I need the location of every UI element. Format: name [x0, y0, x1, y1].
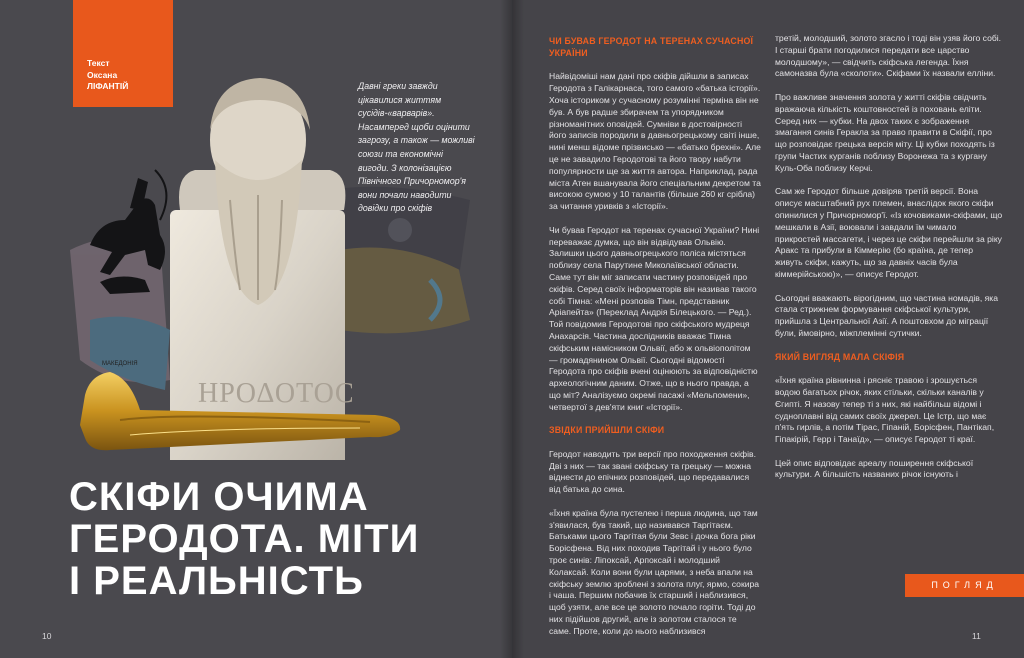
page-number-right: 11	[972, 631, 981, 641]
paragraph: «Їхня країна була пустелею і перша людина, що там з'явилася, був такий, що називався Таргітаєм. Батьками цього Таргітая були Зевс і дочка бога ріки Борісфена. Від них походив Таргітай і у нього було троє синів: Ліпоксай, Арпоксай і молодший Колаксай. Коли вони були царями, з неба впали на скіфську землю зроблені з золота плуг, ярмо, сокира і чаша. Першим побачив їх старший і наблизився, щоб узяти, але все це золото почало горіти. Тоді до них підійшов другий, але із золотом сталося те саме. Проте, коли до нього наблизився	[549, 507, 760, 636]
page-spine	[500, 0, 524, 658]
paragraph: Сьогодні вважають вірогідним, що частина номадів, яка стала стрижнем формування скіфської культури, прийшла з Центральної Азії. А поштовхом до міграції були, ймовірно, міжплемінні сутички.	[775, 292, 998, 338]
section-tag: ПОГЛЯД	[905, 574, 1024, 597]
paragraph: Про важливе значення золота у житті скіфів свідчить вражаюча кількість коштовностей із поховань еліти. Серед них — кубки. На двох таких є зображення змагання синів Геракла за право правити в Скіфії, про що розповідає грецька версія міту. Ці кубки походять із групи Частих курганів поблизу Воронежа та з кургану Куль-Оба поблизу Керчі.	[775, 91, 995, 173]
section-heading: ЗВІДКИ ПРИЙШЛИ СКІФИ	[549, 425, 665, 436]
paragraph: «Їхня країна рівнинна і рясніє травою і зрошується водою багатьох річок, яких стільки, скільки каналів у Єгипті. Я назову тепер ті з них, які найбільш відомі і судноплавні від самих своїх джерел. Це Істр, що має п'ять гирлів, а потім Тірас, Гіпаній, Борісфен, Пантікап, Гіпакірій, Герр і Танаїд», — описує Геродот ті краї.	[775, 375, 995, 445]
author-label: Текст	[87, 58, 110, 68]
page-number-left: 10	[42, 631, 52, 641]
section-heading: ЧИ БУВАВ ГЕРОДОТ НА ТЕРЕНАХ СУЧАСНОЇ УКРАЇНИ	[549, 36, 754, 58]
text-column-2	[775, 33, 1003, 493]
author-last-name: ЛІФАНТІЙ	[87, 81, 129, 91]
author-first-name: Оксана	[87, 69, 118, 80]
title-line: І РЕАЛЬНІСТЬ	[69, 559, 364, 603]
title-line: ГЕРОДОТА. МІТИ	[69, 517, 420, 561]
paragraph: Геродот наводить три версії про походження скіфів. Дві з них — так звані скіфську та грецьку — можна віднести до епічних розповідей, що передавалися від батька до сина.	[549, 448, 756, 495]
section-heading: ЯКИЙ ВИГЛЯД МАЛА СКІФІЯ	[775, 351, 905, 362]
paragraph: Сам же Геродот більше довіряв третій версії. Вона описує масштабний рух племен, внаслідок якого скіфи опинилися у Причорномор'ї. «Із кочовиками-скіфами, що мешкали в Азії, воювали і завдали їм чимало прикростей массагети, і через це скіфи перейшли за ріку Аракс та прибули в Кіммерію (бо країна, де тепер живуть скіфи, кажуть, що за давніх часів була кіммерійською)», — описує Геродот.	[775, 186, 1003, 279]
paragraph: Найвідоміші нам дані про скіфів дійшли в записах Геродота з Галікарнаса, того самого «батька історії». Хоча істориком у сучасному розумінні терміна він не був. А був радше збирачем та упорядником різноманітних оповідей. Сумніви в достовірності його записів породили в давньогрецькому світі інше, нині менш відоме прізвисько — «батько брехні». Але це не завадило Геродотові та його твору набути популярности ще за життя автора. Наприклад, рада міста Атен вшанувала його спеціальним декретом та високою сумою у 10 талантів (більше 260 кг срібла) за читання уривків з «Історії».	[549, 71, 761, 212]
article-title	[69, 476, 419, 602]
bust-inscription: ΗΡΟΔΟΤΟϹ	[198, 378, 355, 409]
paragraph: Цей опис відповідає ареалу поширення скіфської культури. А більшість названих річок існують і	[775, 457, 974, 480]
pull-quote: Давні греки завжди цікавилися життям сусідів-«варварів». Насамперед щоби оцінити загрозу, а також — можливі союзи та економічні вигоди. З колонізацією Північного Причорномор'я вони почали наводити довідки про скіфів	[358, 81, 475, 214]
svg-text:МАКЕДОНІЯ: МАКЕДОНІЯ	[102, 361, 138, 367]
paragraph: Чи бував Геродот на теренах сучасної України? Нині переважає думка, що він відвідував Ольвію. Залишки цього давньогрецького поліса містяться поблизу села Парутине Миколаївської области. Саме тут він міг записати частину розповідей про скіфів. Серед своїх інформаторів він називав такого собі Тімна: «Мені розповів Тімн, представник Аріапейта» (Переклад Андрія Білецького. — Ред.). Той повідомив Геродотові про скіфського мудреця Анахарсія. Частина дослідників вважає Тімна скіфським намісником Ольвії, або ж ольвіополітом — громадянином Ольвії. Сьогодні відомості Геродота про скіфів вчені оцінюють за відповідністю археологічним даним. Отже, що в нього правда, а що міт? Аналізуємо окремі пасажі «Мельпомени», четвертої з дев'яти книг «Історії».	[549, 224, 760, 412]
title-line: СКІФИ ОЧИМА	[69, 475, 369, 519]
text-column-1	[549, 36, 761, 649]
paragraph: третій, молодший, золото згасло і тоді він узяв його собі. І старші брати погодилися передати все царство молодшому», — свідчить скіфська легенда. Їхня самоназва була «сколоти». Скіфами їх назвали елліни.	[775, 33, 1002, 79]
